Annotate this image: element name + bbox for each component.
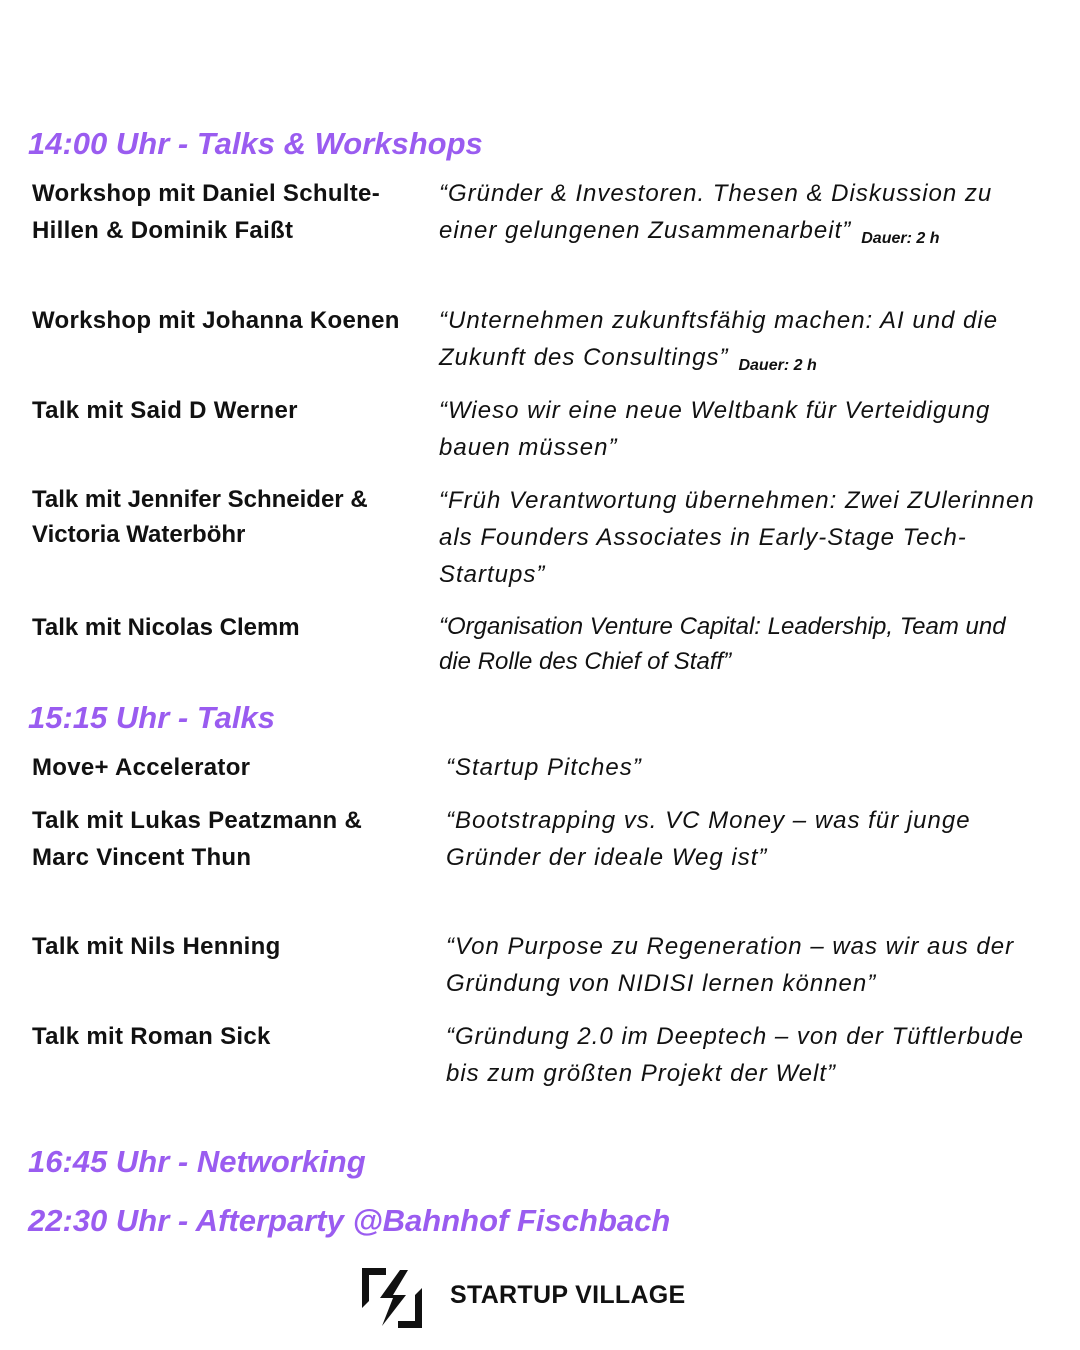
lightning-bolt-logo-icon	[362, 1268, 422, 1328]
topic-text: “Gründung 2.0 im Deeptech – von der Tüftlerbude bis zum größten Projekt der Welt”	[446, 1023, 1024, 1087]
logo-frame-right	[398, 1288, 422, 1328]
topic-text: “Organisation Venture Capital: Leadership, Team und die Rolle des Chief of Staff”	[439, 613, 1006, 675]
topic	[446, 1018, 1046, 1092]
logo-frame-left	[362, 1268, 386, 1308]
topic-text: “Bootstrapping vs. VC Money – was für junge Gründer der ideale Weg ist”	[446, 807, 971, 871]
topic-text: “Früh Verantwortung übernehmen: Zwei ZUlerinnen als Founders Associates in Early-Stage Tech-Startups”	[439, 487, 1035, 588]
speaker: Talk mit Jennifer Schneider & Victoria Waterböhr	[32, 486, 368, 548]
topic	[439, 302, 1039, 379]
logo-bolt	[380, 1270, 408, 1326]
topic	[446, 928, 1046, 1002]
topic-text: “Wieso wir eine neue Weltbank für Verteidigung bauen müssen”	[439, 397, 991, 461]
speaker: Talk mit Said D Werner	[32, 397, 298, 424]
duration-label: Dauer: 2 h	[861, 230, 940, 247]
brand-name: STARTUP VILLAGE	[450, 1281, 686, 1309]
heading-networking: 16:45 Uhr - Networking	[28, 1144, 366, 1179]
heading-talks: 15:15 Uhr - Talks	[28, 700, 275, 735]
duration-label: Dauer: 2 h	[738, 357, 817, 374]
speaker: Talk mit Roman Sick	[32, 1023, 271, 1050]
topic	[439, 175, 1039, 252]
topic-text: “Gründer & Investoren. Thesen & Diskussion zu einer gelungenen Zusammenarbeit”	[439, 180, 993, 244]
topic	[439, 609, 1039, 679]
topic	[446, 749, 1046, 786]
speaker: Workshop mit Johanna Koenen	[32, 307, 400, 334]
heading-afterparty: 22:30 Uhr - Afterparty @Bahnhof Fischbach	[28, 1203, 671, 1238]
speaker: Workshop mit Daniel Schulte-Hillen & Dominik Faißt	[32, 180, 380, 244]
topic-text: “Startup Pitches”	[446, 754, 642, 781]
speaker: Talk mit Nicolas Clemm	[32, 614, 300, 641]
heading-talks-workshops: 14:00 Uhr - Talks & Workshops	[28, 126, 483, 161]
topic-text: “Unternehmen zukunftsfähig machen: AI und die Zukunft des Consultings”	[439, 307, 999, 371]
topic	[439, 482, 1039, 593]
topic	[446, 802, 1046, 876]
topic-text: “Von Purpose zu Regeneration – was wir aus der Gründung von NIDISI lernen können”	[446, 933, 1015, 997]
speaker: Move+ Accelerator	[32, 754, 251, 781]
topic	[439, 392, 1039, 466]
speaker: Talk mit Lukas Peatzmann & Marc Vincent Thun	[32, 807, 363, 871]
speaker: Talk mit Nils Henning	[32, 933, 281, 960]
